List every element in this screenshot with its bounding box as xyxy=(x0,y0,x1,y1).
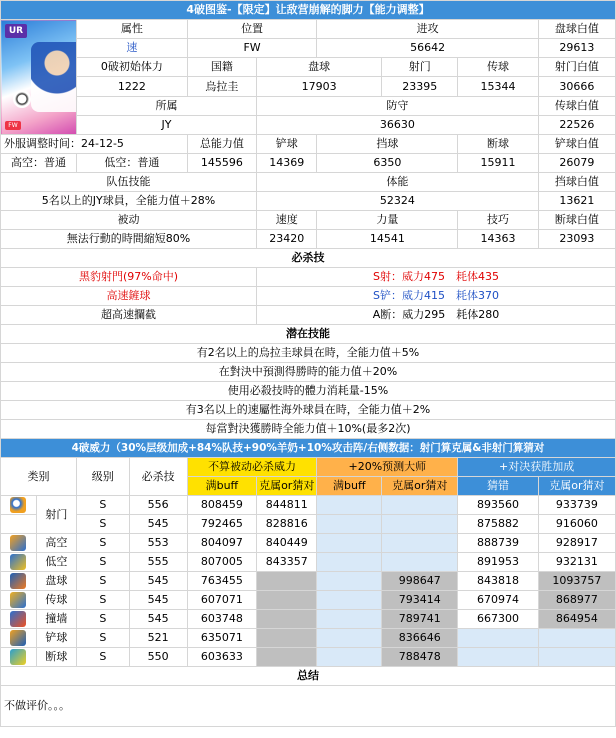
label-block: 挡球 xyxy=(317,135,458,154)
value-attr: 速 xyxy=(77,39,188,58)
group1-header: 不算被动必杀威力 xyxy=(187,458,317,477)
power-row xyxy=(1,496,616,515)
power-row xyxy=(1,572,616,591)
dribble-icon xyxy=(1,572,37,591)
row-g3b xyxy=(538,648,615,667)
label-cut: 断球 xyxy=(458,135,539,154)
block-icon xyxy=(1,610,37,629)
g2-counter: 克属or猜对 xyxy=(382,477,458,496)
potential-item-2: 在對決中預測得勝時的能力值＋20% xyxy=(1,363,616,382)
label-passive: 被动 xyxy=(1,211,257,230)
label-nation: 国籍 xyxy=(187,58,256,77)
value-drib-white: 29613 xyxy=(538,39,615,58)
shoot-icon xyxy=(1,496,37,515)
g1-full: 满buff xyxy=(187,477,256,496)
row-g1a: 807005 xyxy=(187,553,256,572)
value-attack: 56642 xyxy=(317,39,538,58)
col-type: 类别 xyxy=(1,458,77,496)
value-tackle-white: 26079 xyxy=(538,154,615,173)
row-level: S xyxy=(77,572,130,591)
row-special: 556 xyxy=(129,496,187,515)
label-drib: 盘球 xyxy=(257,58,382,77)
row-g2a xyxy=(317,572,382,591)
col-level: 级别 xyxy=(77,458,130,496)
adjust-time: 外服调整时间：24-12-5 xyxy=(1,135,188,154)
value-power: 14541 xyxy=(317,230,458,249)
row-g1a: 804097 xyxy=(187,534,256,553)
air-icon xyxy=(1,534,37,553)
value-init-stam: 1222 xyxy=(77,77,188,96)
value-tech: 14363 xyxy=(458,230,539,249)
row-special: 545 xyxy=(129,515,187,534)
value-pass: 15344 xyxy=(458,77,539,96)
special-name-3: 超高速攔截 xyxy=(1,306,257,325)
group3-header: +对决获胜加成 xyxy=(458,458,616,477)
value-pos: FW xyxy=(187,39,317,58)
label-drib-white: 盘球白值 xyxy=(538,20,615,39)
row-g3b xyxy=(538,629,615,648)
row-g1b: 840449 xyxy=(257,534,317,553)
potential-item-1: 有2名以上的烏拉圭球員在時，全能力值＋5% xyxy=(1,344,616,363)
power-row xyxy=(1,534,616,553)
value-speed: 23420 xyxy=(257,230,317,249)
row-g2a xyxy=(317,591,382,610)
row-level: S xyxy=(77,534,130,553)
group2-header: +20%预测大师 xyxy=(317,458,458,477)
low-type: 低空：普通 xyxy=(77,154,188,173)
row-g2b xyxy=(382,534,458,553)
special-desc-1: S射：威力475 耗体435 xyxy=(257,268,616,287)
row-g3b: 933739 xyxy=(538,496,615,515)
row-g1b: 843357 xyxy=(257,553,317,572)
label-power: 力量 xyxy=(317,211,458,230)
g3-guess: 猜错 xyxy=(458,477,539,496)
row-g2a xyxy=(317,515,382,534)
power-row xyxy=(1,553,616,572)
label-team-skill: 队伍技能 xyxy=(1,173,257,192)
row-level: S xyxy=(77,629,130,648)
g2-full: 满buff xyxy=(317,477,382,496)
row-level: S xyxy=(77,648,130,667)
row-g3a: 891953 xyxy=(458,553,539,572)
power-row xyxy=(1,610,616,629)
row-g2a xyxy=(317,496,382,515)
g1-counter: 克属or猜对 xyxy=(257,477,317,496)
special-desc-3: A断：威力295 耗体280 xyxy=(257,306,616,325)
intercept-icon xyxy=(1,648,37,667)
label-shoot-white: 射门白值 xyxy=(538,58,615,77)
ball-icon xyxy=(13,90,31,108)
special-desc-2: S铲：威力415 耗体370 xyxy=(257,287,616,306)
power-row xyxy=(1,591,616,610)
label-cut-white: 断球白值 xyxy=(538,211,615,230)
value-cut-white: 23093 xyxy=(538,230,615,249)
row-g3a xyxy=(458,629,539,648)
row-type: 盘球 xyxy=(36,572,76,591)
row-g3a: 893560 xyxy=(458,496,539,515)
col-special: 必杀技 xyxy=(129,458,187,496)
card-image xyxy=(1,20,77,135)
row-g2b xyxy=(382,553,458,572)
row-g2a xyxy=(317,648,382,667)
potential-item-3: 使用必殺技時的體力消耗量-15% xyxy=(1,382,616,401)
row-g3b: 868977 xyxy=(538,591,615,610)
row-level: S xyxy=(77,496,130,515)
row-level: S xyxy=(77,591,130,610)
ur-badge: UR xyxy=(5,24,27,38)
value-tackle: 14369 xyxy=(257,154,317,173)
label-stam: 体能 xyxy=(257,173,539,192)
value-total: 145596 xyxy=(187,154,256,173)
power-row xyxy=(1,629,616,648)
row-type: 射门 xyxy=(36,496,76,534)
row-g1a: 603633 xyxy=(187,648,256,667)
row-level: S xyxy=(77,515,130,534)
row-g1b: 844811 xyxy=(257,496,317,515)
label-block-white: 挡球白值 xyxy=(538,173,615,192)
label-pass-white: 传球白值 xyxy=(538,96,615,115)
row-g3a: 670974 xyxy=(458,591,539,610)
row-g1b: 828816 xyxy=(257,515,317,534)
row-special: 545 xyxy=(129,591,187,610)
power-row xyxy=(1,515,616,534)
special-name-1: 黑豹射門(97%命中) xyxy=(1,268,257,287)
row-g3a xyxy=(458,648,539,667)
label-pass: 传球 xyxy=(458,58,539,77)
label-team: 所属 xyxy=(77,96,257,115)
label-tech: 技巧 xyxy=(458,211,539,230)
row-g2a xyxy=(317,629,382,648)
value-nation: 烏拉圭 xyxy=(187,77,256,96)
value-stam: 52324 xyxy=(257,192,539,211)
label-shoot: 射门 xyxy=(382,58,458,77)
row-level: S xyxy=(77,610,130,629)
label-speed: 速度 xyxy=(257,211,317,230)
label-tackle-white: 铲球白值 xyxy=(538,135,615,154)
special-header: 必杀技 xyxy=(1,249,616,268)
value-block-white: 13621 xyxy=(538,192,615,211)
row-special: 545 xyxy=(129,572,187,591)
row-type: 铲球 xyxy=(36,629,76,648)
row-g2b: 836646 xyxy=(382,629,458,648)
potential-item-5: 每當對決獲勝時全能力值＋10%(最多2次) xyxy=(1,420,616,439)
row-g3b: 864954 xyxy=(538,610,615,629)
player-art-icon xyxy=(31,42,77,112)
row-g1b xyxy=(257,572,317,591)
value-defense: 36630 xyxy=(257,115,539,134)
label-total: 总能力值 xyxy=(187,135,256,154)
potential-item-4: 有3名以上的速屬性海外球員在時，全能力值＋2% xyxy=(1,401,616,420)
label-attr: 属性 xyxy=(77,20,188,39)
row-g2b: 788478 xyxy=(382,648,458,667)
special-name-2: 高速鏟球 xyxy=(1,287,257,306)
row-g3b: 932131 xyxy=(538,553,615,572)
value-passive: 無法行動的時間縮短80% xyxy=(1,230,257,249)
summary-header: 总结 xyxy=(1,667,616,686)
row-level: S xyxy=(77,553,130,572)
g3-counter: 克属or猜对 xyxy=(538,477,615,496)
row-g1b xyxy=(257,591,317,610)
row-g3a: 875882 xyxy=(458,515,539,534)
power-row xyxy=(1,648,616,667)
value-cut: 15911 xyxy=(458,154,539,173)
tackle-icon xyxy=(1,629,37,648)
value-drib: 17903 xyxy=(257,77,382,96)
row-g1b xyxy=(257,610,317,629)
value-team-skill: 5名以上的JY球員，全能力值＋28% xyxy=(1,192,257,211)
row-special: 555 xyxy=(129,553,187,572)
row-g1a: 792465 xyxy=(187,515,256,534)
row-g2b: 793414 xyxy=(382,591,458,610)
label-tackle: 铲球 xyxy=(257,135,317,154)
blank-icon-cell xyxy=(1,515,37,534)
potential-header: 潜在技能 xyxy=(1,325,616,344)
label-attack: 进攻 xyxy=(317,20,538,39)
power-header: 4破威力（30%层级加成+84%队技+90%羊奶+10%攻击阵/右侧数据：射门算克属&非射门算猜对 xyxy=(1,439,616,458)
row-g1b xyxy=(257,629,317,648)
row-g2a xyxy=(317,553,382,572)
row-g1a: 603748 xyxy=(187,610,256,629)
row-g3a: 667300 xyxy=(458,610,539,629)
value-pass-white: 22526 xyxy=(538,115,615,134)
pass-icon xyxy=(1,591,37,610)
row-g2a xyxy=(317,534,382,553)
row-g3b: 916060 xyxy=(538,515,615,534)
value-block: 6350 xyxy=(317,154,458,173)
summary-text: 不做评价。。。 xyxy=(1,686,616,727)
fw-badge: FW xyxy=(5,121,21,130)
row-type: 低空 xyxy=(36,553,76,572)
label-pos: 位置 xyxy=(187,20,317,39)
row-type: 断球 xyxy=(36,648,76,667)
page-title: 4破图鉴-【限定】让敌营崩解的脚力【能力调整】 xyxy=(1,1,616,20)
row-special: 521 xyxy=(129,629,187,648)
row-g1a: 808459 xyxy=(187,496,256,515)
row-special: 553 xyxy=(129,534,187,553)
low-icon xyxy=(1,553,37,572)
row-g2a xyxy=(317,610,382,629)
value-shoot: 23395 xyxy=(382,77,458,96)
row-g2b: 998647 xyxy=(382,572,458,591)
value-shoot-white: 30666 xyxy=(538,77,615,96)
row-g1a: 607071 xyxy=(187,591,256,610)
label-defense: 防守 xyxy=(257,96,539,115)
row-g1a: 635071 xyxy=(187,629,256,648)
row-g3b: 1093757 xyxy=(538,572,615,591)
row-g3a: 843818 xyxy=(458,572,539,591)
row-g2b xyxy=(382,496,458,515)
row-g1b xyxy=(257,648,317,667)
row-type: 高空 xyxy=(36,534,76,553)
value-team: JY xyxy=(77,115,257,134)
label-init-stam: 0破初始体力 xyxy=(77,58,188,77)
row-g2b: 789741 xyxy=(382,610,458,629)
row-special: 550 xyxy=(129,648,187,667)
row-special: 545 xyxy=(129,610,187,629)
row-g1a: 763455 xyxy=(187,572,256,591)
row-type: 撞墙 xyxy=(36,610,76,629)
air-type: 高空：普通 xyxy=(1,154,77,173)
row-type: 传球 xyxy=(36,591,76,610)
row-g3b: 928917 xyxy=(538,534,615,553)
row-g3a: 888739 xyxy=(458,534,539,553)
row-g2b xyxy=(382,515,458,534)
